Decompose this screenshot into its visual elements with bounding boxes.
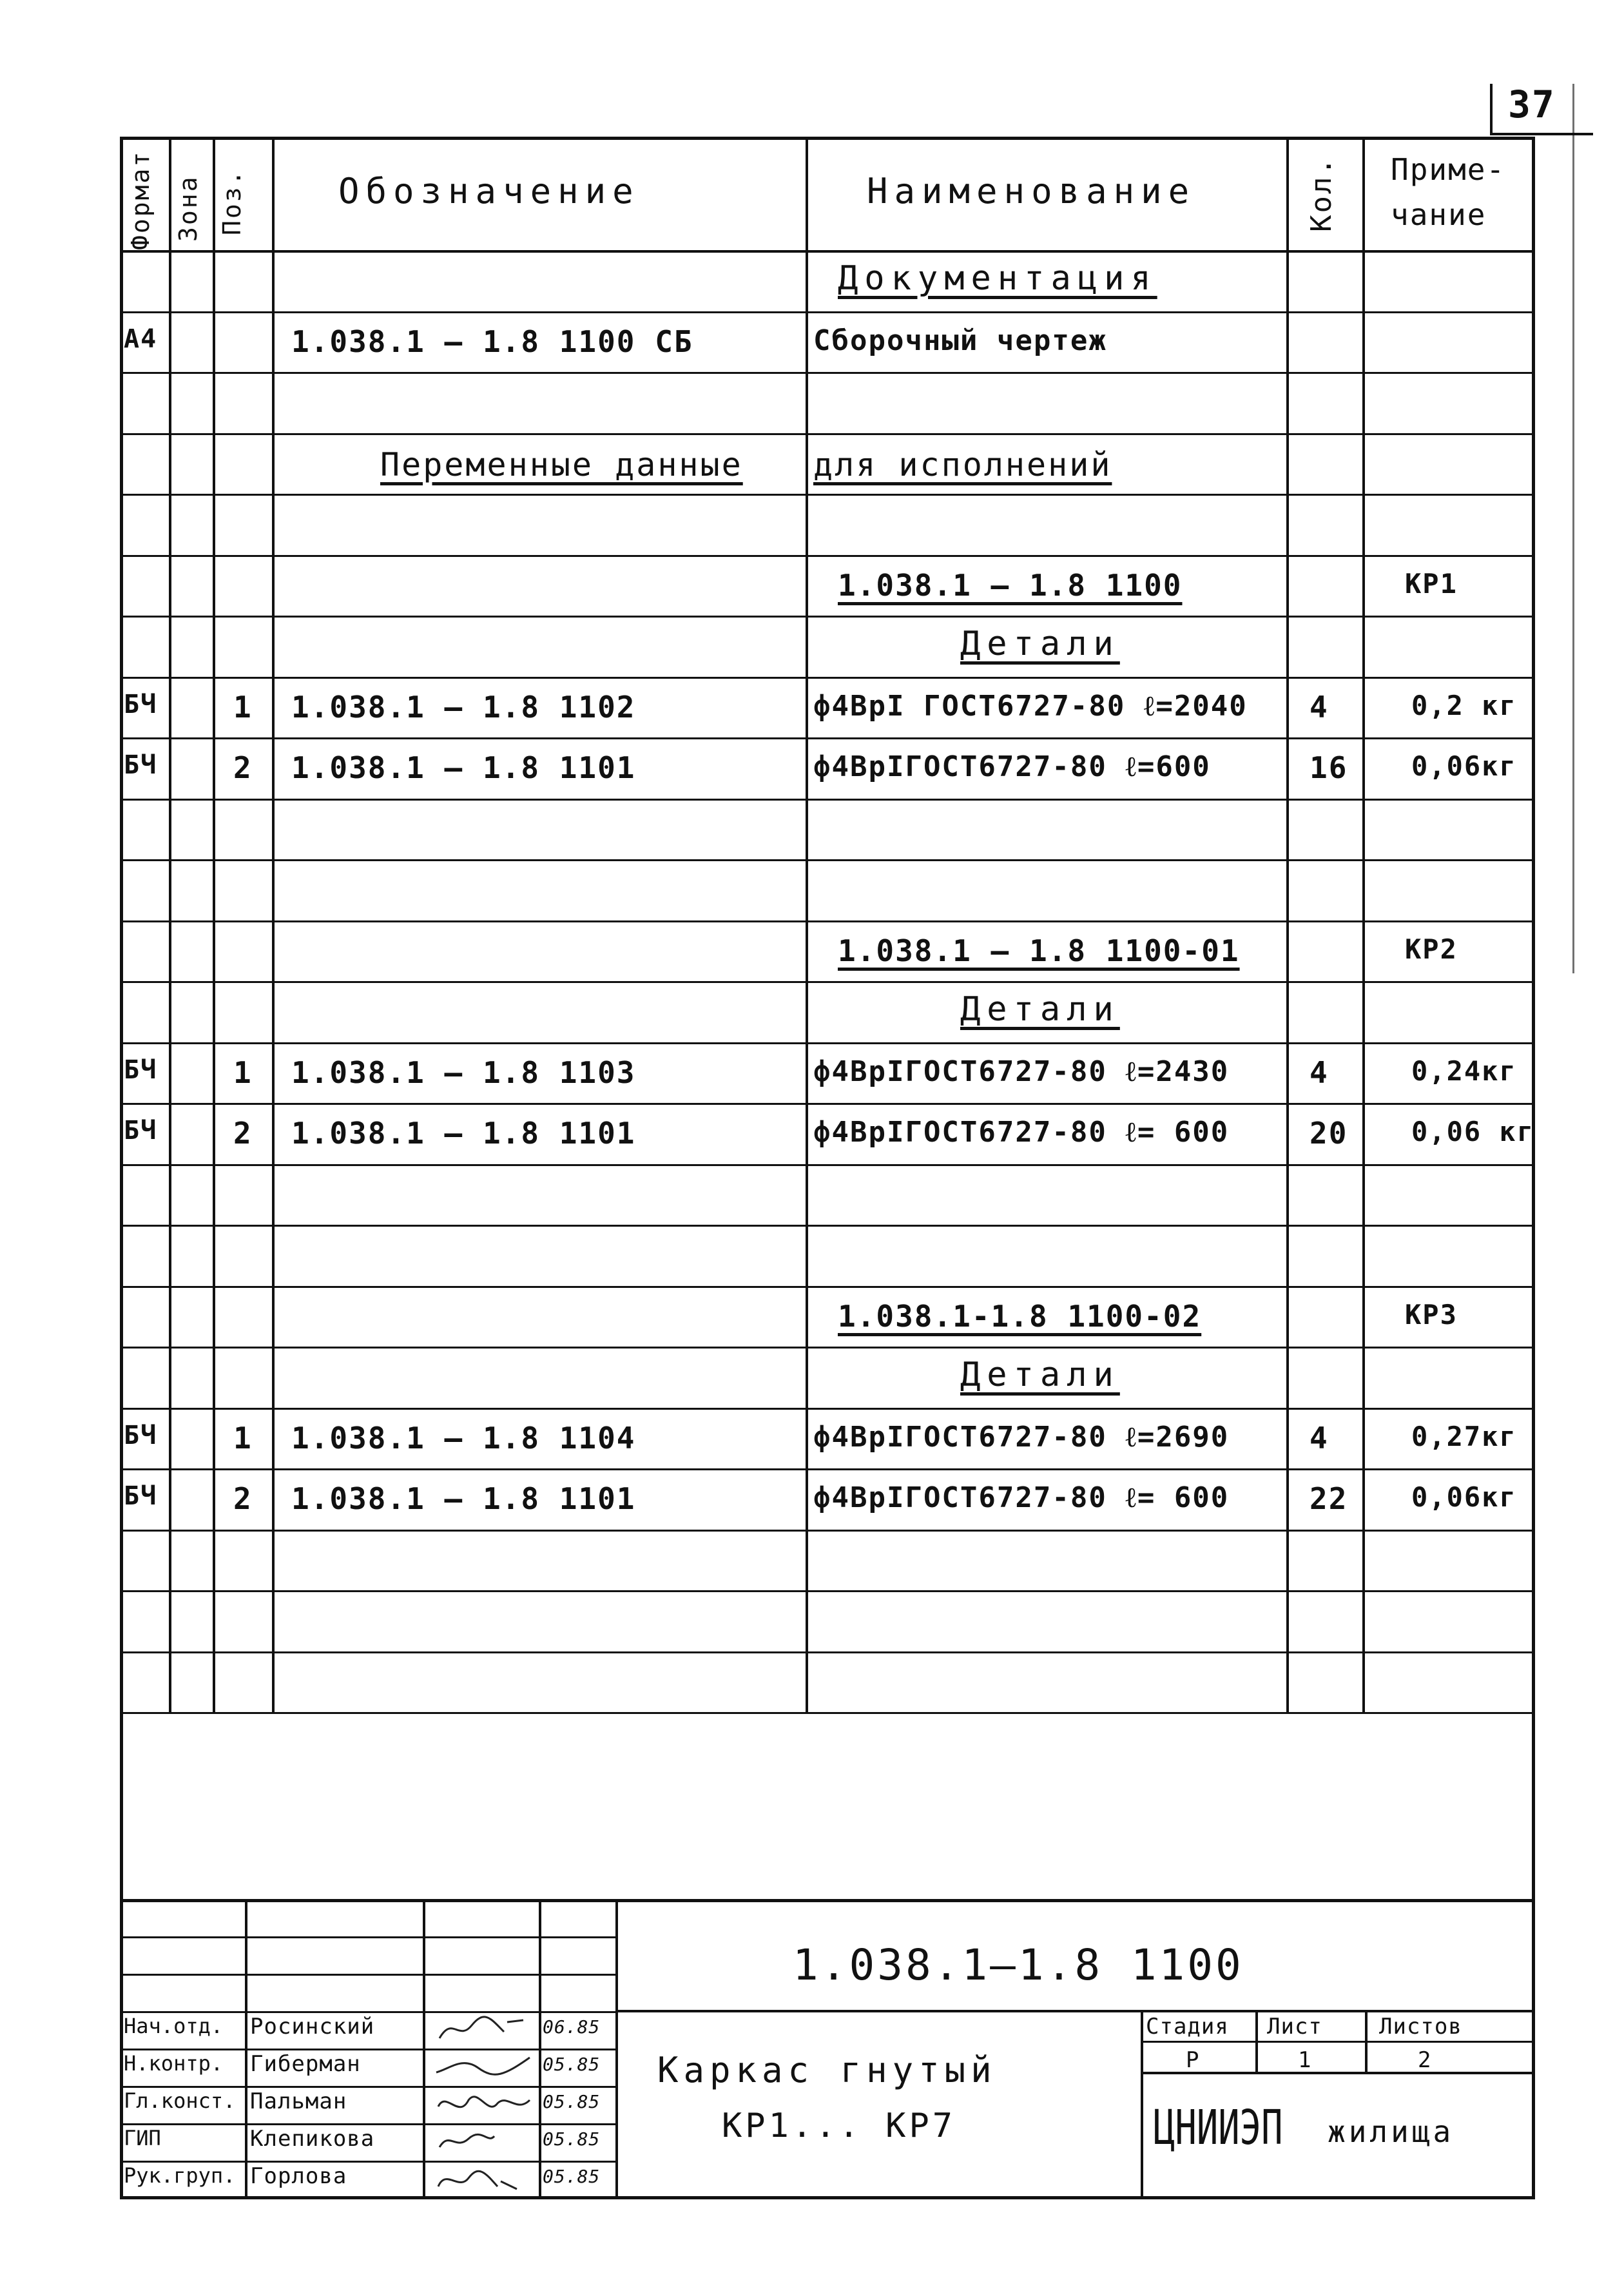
sheets-label: Листов: [1379, 2014, 1462, 2039]
title-block-stage-row: [1141, 2041, 1535, 2043]
row-note: 0,06кг: [1411, 1481, 1517, 1513]
row-rule: [120, 1286, 1535, 1288]
header-qty: Кол.: [1305, 156, 1338, 232]
row-name: ф4ВрIГОСТ6727-80 ℓ= 600: [813, 1481, 1230, 1514]
title-block-stage-divider: [1255, 2010, 1258, 2072]
row-position: 1: [233, 1055, 253, 1090]
row-name: ф4ВрIГОСТ6727-80 ℓ= 600: [813, 1116, 1230, 1149]
row-rule: [120, 677, 1535, 679]
row-section-title: Документация: [838, 259, 1157, 298]
row-format: БЧ: [124, 1420, 158, 1450]
row-format: А4: [124, 324, 158, 354]
org-suffix: жилища: [1328, 2114, 1455, 2149]
signatory-role: Нач.отд.: [124, 2014, 224, 2038]
row-note: 0,27кг: [1411, 1420, 1517, 1452]
header-zone: Зона: [174, 175, 202, 242]
row-position: 2: [233, 1116, 253, 1151]
signatory-date: 06.85: [543, 2016, 601, 2038]
row-note: КР2: [1405, 933, 1458, 965]
doc-subtitle: КР1... КР7: [722, 2107, 956, 2145]
title-block-row: [120, 2011, 615, 2013]
row-qty: 20: [1310, 1116, 1348, 1151]
doc-title: Каркас гнутый: [657, 2050, 997, 2090]
header-rule: [120, 250, 1535, 253]
signatory-date: 05.85: [543, 2128, 601, 2150]
row-note: 0,2 кг: [1411, 689, 1517, 721]
header-pos: Поз.: [218, 168, 246, 235]
row-name: ф4ВрIГОСТ6727-80 ℓ=2690: [813, 1420, 1230, 1454]
row-rule: [120, 555, 1535, 557]
row-rule: [120, 1408, 1535, 1410]
sheet-label: Лист: [1267, 2014, 1322, 2039]
signatory-name: Горлова: [250, 2163, 347, 2189]
row-designation: 1.038.1 – 1.8 1103: [291, 1055, 636, 1090]
binding-line: [1572, 84, 1574, 973]
signatory-role: Рук.груп.: [124, 2163, 236, 2188]
row-section-title: Детали: [960, 990, 1120, 1029]
row-rule: [120, 1347, 1535, 1348]
row-position: 1: [233, 689, 253, 725]
row-name: ф4ВрIГОСТ6727-80 ℓ=600: [813, 750, 1211, 783]
sheets-value: 2: [1418, 2047, 1432, 2073]
row-note: 0,24кг: [1411, 1055, 1517, 1087]
row-rule: [120, 433, 1535, 435]
signatory-date: 05.85: [543, 2054, 601, 2075]
row-format: БЧ: [124, 1481, 158, 1511]
header-note-1: Приме-: [1391, 152, 1506, 187]
row-designation: 1.038.1 – 1.8 1102: [291, 689, 636, 725]
row-rule: [120, 372, 1535, 374]
row-rule: [120, 1103, 1535, 1105]
row-rule: [120, 494, 1535, 496]
row-rule: [120, 1651, 1535, 1653]
title-block-top: [120, 1899, 1535, 1902]
stage-value: Р: [1186, 2047, 1200, 2073]
row-format: БЧ: [124, 1116, 158, 1145]
title-block-stage-divider: [1365, 2010, 1368, 2072]
row-rule: [120, 799, 1535, 801]
row-variable-label: Переменные данные: [380, 445, 743, 483]
title-block-row: [120, 2086, 615, 2088]
handwritten-signature: [433, 2012, 536, 2045]
doc-code: 1.038.1–1.8 1100: [793, 1940, 1244, 1990]
row-rule: [120, 1042, 1535, 1044]
row-position: 1: [233, 1420, 253, 1455]
title-block-row: [120, 2161, 615, 2163]
row-rule: [120, 1225, 1535, 1227]
page-number: 37: [1508, 83, 1556, 126]
row-designation: 1.038.1 – 1.8 1101: [291, 1481, 636, 1516]
row-qty: 4: [1310, 1420, 1329, 1455]
signatory-role: Гл.конст.: [124, 2088, 236, 2113]
signatory-date: 05.85: [543, 2091, 601, 2112]
row-rule: [120, 1530, 1535, 1532]
row-position: 2: [233, 1481, 253, 1516]
row-designation: 1.038.1 – 1.8 1104: [291, 1420, 636, 1455]
row-position: 2: [233, 750, 253, 785]
row-name: Сборочный чертеж: [813, 324, 1107, 357]
row-qty: 22: [1310, 1481, 1348, 1516]
signatory-name: Клепикова: [250, 2126, 375, 2152]
title-block-stage-row: [1141, 2072, 1535, 2074]
row-format: БЧ: [124, 750, 158, 780]
title-block-row: [120, 1974, 615, 1976]
handwritten-signature: [433, 2125, 536, 2157]
row-name: ф4ВрIГОСТ6727-80 ℓ=2430: [813, 1055, 1230, 1088]
row-note: КР3: [1405, 1298, 1458, 1330]
row-name: ф4ВрI ГОСТ6727-80 ℓ=2040: [813, 689, 1248, 723]
row-rule: [120, 859, 1535, 861]
row-section-title: Детали: [960, 625, 1120, 663]
row-qty: 4: [1310, 689, 1329, 725]
row-format: БЧ: [124, 1055, 158, 1085]
org-name: ЦНИИЭП: [1154, 2100, 1283, 2156]
row-note: КР1: [1405, 567, 1458, 599]
title-block-row: [120, 1936, 615, 1938]
row-rule: [120, 920, 1535, 922]
handwritten-signature: [433, 2087, 536, 2119]
row-designation: 1.038.1 – 1.8 1101: [291, 750, 636, 785]
row-name: для исполнений: [813, 445, 1112, 483]
signatory-name: Пальман: [250, 2088, 347, 2114]
row-designation: 1.038.1 – 1.8 1101: [291, 1116, 636, 1151]
row-rule: [120, 311, 1535, 313]
signatory-role: ГИП: [124, 2126, 161, 2150]
header-designation: Обозначение: [338, 171, 640, 211]
header-note-2: чание: [1391, 197, 1487, 232]
stage-label: Стадия: [1146, 2014, 1229, 2039]
title-block-row: [120, 2123, 615, 2125]
row-rule: [120, 1468, 1535, 1470]
row-section-title: Детали: [960, 1356, 1120, 1394]
title-block-stage-column: [1141, 2010, 1143, 2199]
row-variant-code: 1.038.1-1.8 1100-02: [838, 1298, 1202, 1334]
signatory-name: Гиберман: [250, 2051, 361, 2077]
title-block-column: [615, 1899, 618, 2199]
handwritten-signature: [433, 2162, 536, 2194]
row-rule: [120, 616, 1535, 618]
row-variant-code: 1.038.1 – 1.8 1100-01: [838, 933, 1240, 968]
signatory-role: Н.контр.: [124, 2051, 224, 2076]
sheet-value: 1: [1298, 2047, 1312, 2073]
row-variant-code: 1.038.1 – 1.8 1100: [838, 567, 1183, 603]
row-rule: [120, 1712, 1535, 1714]
row-qty: 16: [1310, 750, 1348, 785]
signatory-name: Росинский: [250, 2014, 375, 2039]
row-note: 0,06кг: [1411, 750, 1517, 782]
row-qty: 4: [1310, 1055, 1329, 1090]
row-format: БЧ: [124, 689, 158, 719]
title-block-row: [120, 2049, 615, 2050]
handwritten-signature: [433, 2050, 536, 2082]
header-format: Формат: [126, 150, 155, 250]
row-rule: [120, 1590, 1535, 1592]
title-block-code-rule: [615, 2010, 1535, 2012]
signatory-date: 05.85: [543, 2166, 601, 2187]
header-name: Наименование: [867, 171, 1196, 211]
row-rule: [120, 1164, 1535, 1166]
row-designation: 1.038.1 – 1.8 1100 СБ: [291, 324, 693, 359]
row-rule: [120, 981, 1535, 983]
row-rule: [120, 737, 1535, 739]
row-note: 0,06 кг: [1411, 1116, 1535, 1147]
